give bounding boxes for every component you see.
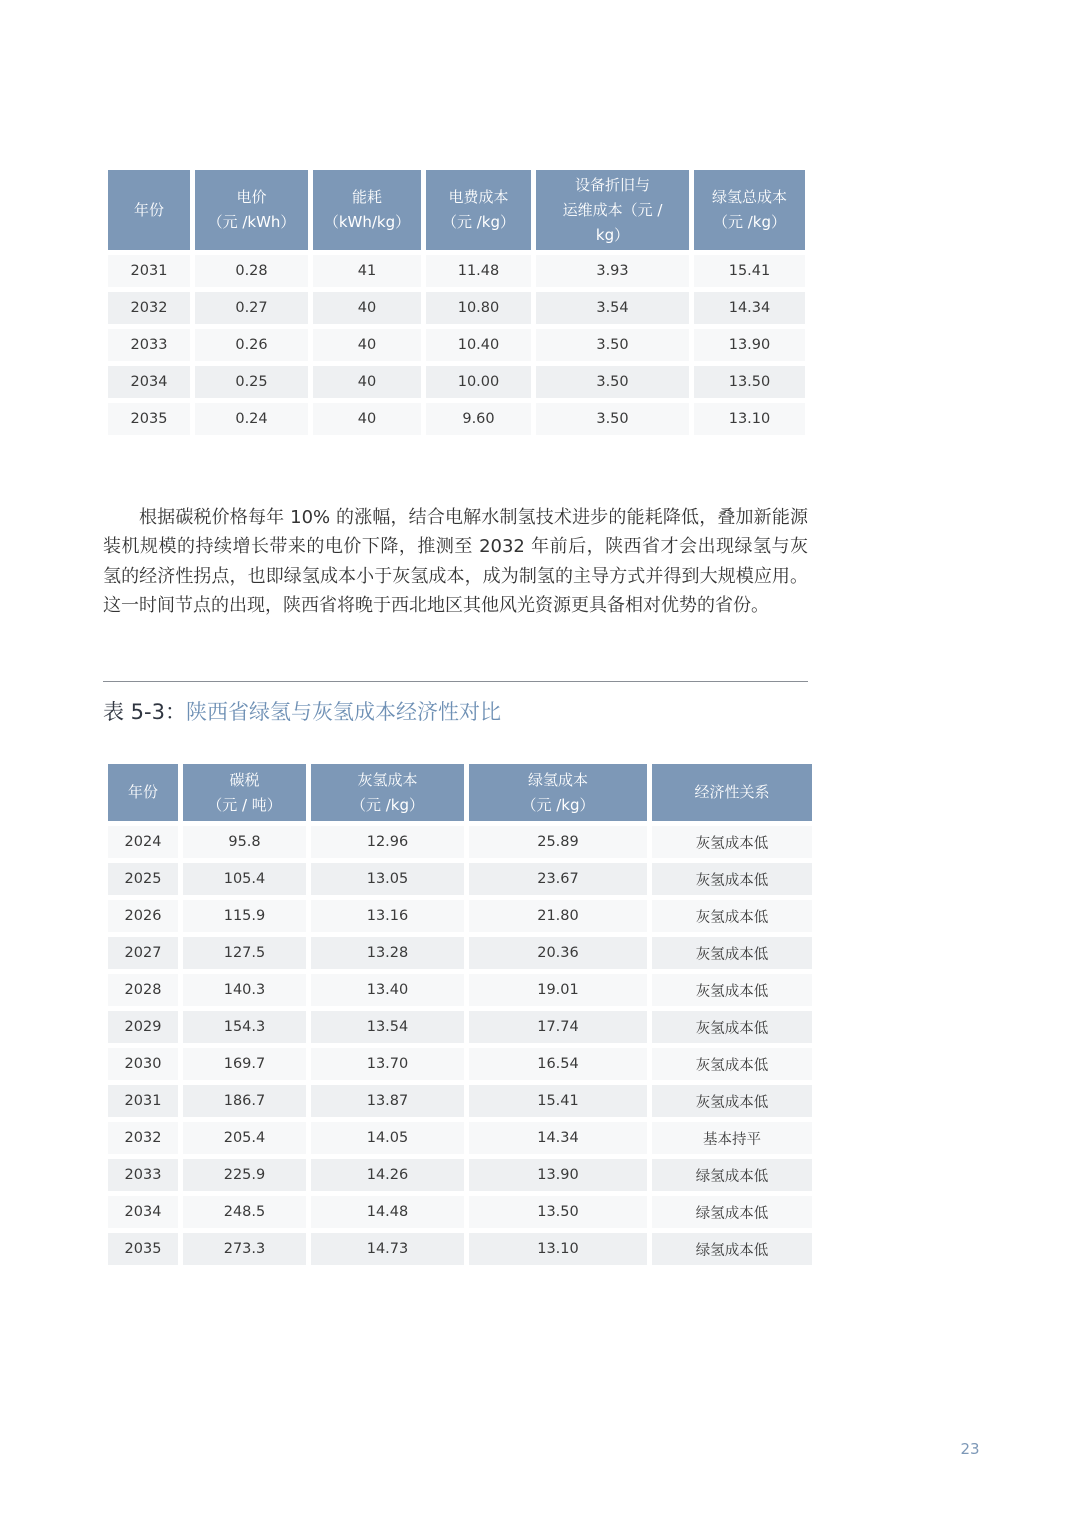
green-hydrogen-total-cost-cell: 15.41: [694, 255, 805, 287]
depreciation-om-cost-cell: 3.93: [536, 255, 689, 287]
grey-hydrogen-cost-cell: 14.48: [311, 1196, 464, 1228]
header-year: 年份: [108, 170, 190, 250]
header-year: 年份: [108, 764, 178, 821]
header-green-hydrogen-total-cost: 绿氢总成本 （元 /kg）: [694, 170, 805, 250]
grey-hydrogen-cost-cell: 13.54: [311, 1011, 464, 1043]
year-cell: 2024: [108, 826, 178, 858]
table-caption-number: 表 5-3：: [103, 700, 186, 724]
table-caption: [103, 697, 501, 727]
table-header-row: [108, 764, 812, 821]
table-row: [108, 863, 812, 895]
energy-consumption-cell: 40: [313, 329, 421, 361]
table-row: [108, 403, 805, 435]
carbon-tax-cell: 186.7: [183, 1085, 306, 1117]
table-row: [108, 1122, 812, 1154]
green-hydrogen-total-cost-cell: 13.90: [694, 329, 805, 361]
energy-consumption-cell: 40: [313, 403, 421, 435]
year-cell: 2035: [108, 403, 190, 435]
carbon-tax-cell: 105.4: [183, 863, 306, 895]
economic-relation-cell: 灰氢成本低: [652, 1085, 812, 1117]
economic-relation-cell: 灰氢成本低: [652, 900, 812, 932]
table-row: [108, 900, 812, 932]
electricity-price-cell: 0.26: [195, 329, 308, 361]
green-hydrogen-cost-cell: 16.54: [469, 1048, 647, 1080]
green-hydrogen-cost-cell: 15.41: [469, 1085, 647, 1117]
grey-hydrogen-cost-cell: 13.87: [311, 1085, 464, 1117]
green-hydrogen-cost-cell: 19.01: [469, 974, 647, 1006]
table-row: [108, 255, 805, 287]
year-cell: 2031: [108, 255, 190, 287]
table-row: [108, 937, 812, 969]
year-cell: 2033: [108, 329, 190, 361]
table-row: [108, 366, 805, 398]
body-paragraph: 根据碳税价格每年 10% 的涨幅，结合电解水制氢技术进步的能耗降低，叠加新能源装机规模的持续增长带来的电价下降，推测至 2032 年前后，陕西省才会出现绿氢与灰氢的经济性拐点，也即绿氢成本小于灰氢成本，成为制氢的主导方式并得到大规模应用。这一时间节点的出现，陕西省将晚于西北地区其他风光资源更具备相对优势的省份。: [103, 507, 808, 616]
grey-hydrogen-cost-cell: 13.16: [311, 900, 464, 932]
carbon-tax-cell: 169.7: [183, 1048, 306, 1080]
year-cell: 2034: [108, 366, 190, 398]
depreciation-om-cost-cell: 3.50: [536, 366, 689, 398]
carbon-tax-cell: 115.9: [183, 900, 306, 932]
green-hydrogen-cost-cell: 23.67: [469, 863, 647, 895]
header-carbon-tax: 碳税 （元 / 吨）: [183, 764, 306, 821]
carbon-tax-cell: 140.3: [183, 974, 306, 1006]
year-cell: 2025: [108, 863, 178, 895]
grey-hydrogen-cost-cell: 14.26: [311, 1159, 464, 1191]
table-row: [108, 1233, 812, 1265]
year-cell: 2035: [108, 1233, 178, 1265]
carbon-tax-cell: 225.9: [183, 1159, 306, 1191]
table-header-row: [108, 170, 805, 250]
grey-hydrogen-cost-cell: 12.96: [311, 826, 464, 858]
electricity-cost-cell: 10.80: [426, 292, 531, 324]
header-economic-relation: 经济性关系: [652, 764, 812, 821]
green-grey-hydrogen-comparison-table: [103, 759, 817, 1270]
year-cell: 2027: [108, 937, 178, 969]
green-hydrogen-cost-cell: 20.36: [469, 937, 647, 969]
economic-relation-cell: 灰氢成本低: [652, 826, 812, 858]
carbon-tax-cell: 95.8: [183, 826, 306, 858]
header-depreciation-om-cost: 设备折旧与 运维成本（元 / kg）: [536, 170, 689, 250]
year-cell: 2033: [108, 1159, 178, 1191]
green-hydrogen-cost-cell: 13.50: [469, 1196, 647, 1228]
green-hydrogen-cost-cell: 21.80: [469, 900, 647, 932]
economic-relation-cell: 绿氢成本低: [652, 1196, 812, 1228]
table-row: [108, 292, 805, 324]
energy-consumption-cell: 40: [313, 292, 421, 324]
grey-hydrogen-cost-cell: 14.73: [311, 1233, 464, 1265]
green-hydrogen-total-cost-cell: 14.34: [694, 292, 805, 324]
economic-relation-cell: 灰氢成本低: [652, 937, 812, 969]
green-hydrogen-cost-cell: 14.34: [469, 1122, 647, 1154]
section-divider: [103, 681, 808, 682]
carbon-tax-cell: 273.3: [183, 1233, 306, 1265]
green-hydrogen-cost-cell: 13.10: [469, 1233, 647, 1265]
year-cell: 2026: [108, 900, 178, 932]
header-green-hydrogen-cost: 绿氢成本 （元 /kg）: [469, 764, 647, 821]
page-number: 23: [960, 1440, 980, 1458]
table-row: [108, 1085, 812, 1117]
depreciation-om-cost-cell: 3.54: [536, 292, 689, 324]
electricity-price-cell: 0.28: [195, 255, 308, 287]
carbon-tax-cell: 205.4: [183, 1122, 306, 1154]
economic-relation-cell: 灰氢成本低: [652, 1048, 812, 1080]
electricity-cost-cell: 10.00: [426, 366, 531, 398]
grey-hydrogen-cost-cell: 13.05: [311, 863, 464, 895]
header-grey-hydrogen-cost: 灰氢成本 （元 /kg）: [311, 764, 464, 821]
electricity-price-cell: 0.27: [195, 292, 308, 324]
economic-relation-cell: 灰氢成本低: [652, 863, 812, 895]
green-hydrogen-cost-cell: 25.89: [469, 826, 647, 858]
table-row: [108, 1011, 812, 1043]
table-row: [108, 974, 812, 1006]
year-cell: 2032: [108, 292, 190, 324]
year-cell: 2034: [108, 1196, 178, 1228]
header-electricity-price: 电价 （元 /kWh）: [195, 170, 308, 250]
electricity-price-cell: 0.25: [195, 366, 308, 398]
table-row: [108, 1196, 812, 1228]
table-row: [108, 329, 805, 361]
economic-relation-cell: 灰氢成本低: [652, 974, 812, 1006]
carbon-tax-cell: 248.5: [183, 1196, 306, 1228]
grey-hydrogen-cost-cell: 13.28: [311, 937, 464, 969]
depreciation-om-cost-cell: 3.50: [536, 403, 689, 435]
year-cell: 2030: [108, 1048, 178, 1080]
economic-relation-cell: 绿氢成本低: [652, 1159, 812, 1191]
energy-consumption-cell: 40: [313, 366, 421, 398]
green-hydrogen-total-cost-cell: 13.10: [694, 403, 805, 435]
grey-hydrogen-cost-cell: 13.70: [311, 1048, 464, 1080]
year-cell: 2032: [108, 1122, 178, 1154]
electricity-cost-cell: 10.40: [426, 329, 531, 361]
header-energy-consumption: 能耗 （kWh/kg）: [313, 170, 421, 250]
green-hydrogen-total-cost-cell: 13.50: [694, 366, 805, 398]
year-cell: 2028: [108, 974, 178, 1006]
table-row: [108, 1048, 812, 1080]
depreciation-om-cost-cell: 3.50: [536, 329, 689, 361]
green-hydrogen-cost-table: [103, 165, 810, 440]
table-row: [108, 1159, 812, 1191]
economic-relation-cell: 基本持平: [652, 1122, 812, 1154]
year-cell: 2031: [108, 1085, 178, 1117]
economic-relation-cell: 灰氢成本低: [652, 1011, 812, 1043]
year-cell: 2029: [108, 1011, 178, 1043]
electricity-cost-cell: 9.60: [426, 403, 531, 435]
table-row: [108, 826, 812, 858]
carbon-tax-cell: 127.5: [183, 937, 306, 969]
economic-relation-cell: 绿氢成本低: [652, 1233, 812, 1265]
green-hydrogen-cost-cell: 13.90: [469, 1159, 647, 1191]
table-caption-title: 陕西省绿氢与灰氢成本经济性对比: [185, 700, 501, 724]
energy-consumption-cell: 41: [313, 255, 421, 287]
green-hydrogen-cost-cell: 17.74: [469, 1011, 647, 1043]
grey-hydrogen-cost-cell: 13.40: [311, 974, 464, 1006]
header-electricity-cost: 电费成本 （元 /kg）: [426, 170, 531, 250]
carbon-tax-cell: 154.3: [183, 1011, 306, 1043]
electricity-cost-cell: 11.48: [426, 255, 531, 287]
electricity-price-cell: 0.24: [195, 403, 308, 435]
grey-hydrogen-cost-cell: 14.05: [311, 1122, 464, 1154]
